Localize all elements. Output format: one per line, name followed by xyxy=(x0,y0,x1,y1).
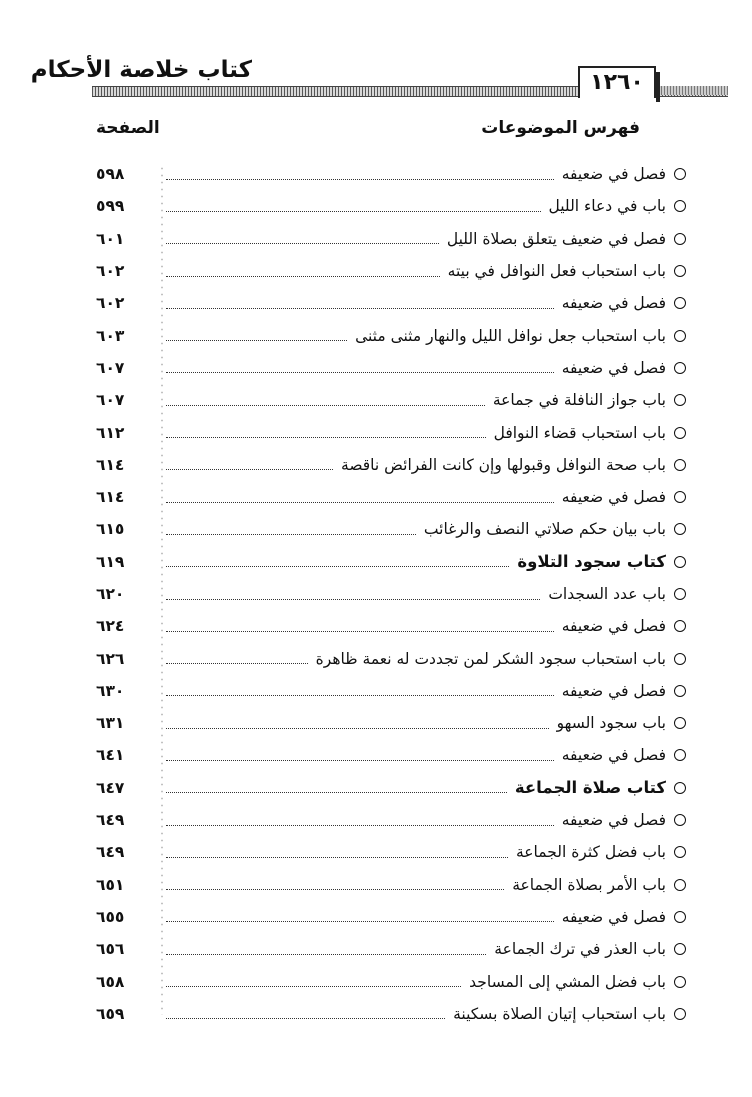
toc-entry-page: ٦٤٩ xyxy=(96,843,125,862)
circle-bullet-icon xyxy=(674,879,686,891)
toc-entry[interactable] xyxy=(96,319,686,351)
page-column-heading: الصفحة xyxy=(96,118,160,138)
toc-entry[interactable] xyxy=(96,610,686,642)
toc-entry-title: باب استحباب سجود الشكر لمن تجددت له نعمة ظاهرة xyxy=(315,649,666,668)
circle-bullet-icon xyxy=(674,459,686,471)
circle-bullet-icon xyxy=(674,556,686,568)
dot-leader xyxy=(166,308,554,309)
toc-entry-title: فصل في ضعيفه xyxy=(561,294,666,313)
circle-bullet-icon xyxy=(674,653,686,665)
toc-entry-title: باب فضل المشي إلى المساجد xyxy=(469,972,666,991)
toc-entry-page: ٦٤٩ xyxy=(96,811,125,830)
toc-entry[interactable] xyxy=(96,352,686,384)
toc-entry[interactable] xyxy=(96,933,686,965)
toc-entry-title: باب بيان حكم صلاتي النصف والرغائب xyxy=(423,520,666,539)
dot-leader xyxy=(166,599,540,600)
toc-entry-title: كتاب صلاة الجماعة xyxy=(514,778,666,798)
dot-leader xyxy=(166,405,485,406)
dot-leader xyxy=(166,792,507,793)
toc-entry[interactable] xyxy=(96,642,686,674)
toc-entry-page: ٦٣٠ xyxy=(96,681,125,700)
toc-entry[interactable] xyxy=(96,481,686,513)
dot-leader xyxy=(166,340,347,341)
toc-entry[interactable] xyxy=(96,869,686,901)
dot-leader xyxy=(166,921,554,922)
dot-leader xyxy=(166,372,554,373)
circle-bullet-icon xyxy=(674,620,686,632)
circle-bullet-icon xyxy=(674,749,686,761)
circle-bullet-icon xyxy=(674,362,686,374)
toc-entry-page: ٦٢٤ xyxy=(96,617,125,636)
toc-entry[interactable] xyxy=(96,158,686,190)
toc-entry[interactable] xyxy=(96,772,686,804)
dot-leader xyxy=(166,631,554,632)
dot-leader xyxy=(166,728,549,729)
circle-bullet-icon xyxy=(674,394,686,406)
circle-bullet-icon xyxy=(674,814,686,826)
toc-entry[interactable] xyxy=(96,901,686,933)
circle-bullet-icon xyxy=(674,782,686,794)
toc-entry[interactable] xyxy=(96,287,686,319)
circle-bullet-icon xyxy=(674,297,686,309)
toc-entry[interactable] xyxy=(96,998,686,1030)
toc-entry-title: باب الأمر بصلاة الجماعة xyxy=(512,875,666,894)
toc-entry-title: كتاب سجود التلاوة xyxy=(517,552,666,572)
toc-entry-title: باب عدد السجدات xyxy=(548,585,666,603)
dot-leader xyxy=(166,825,554,826)
header-rule-right xyxy=(658,86,728,95)
toc-entry-title: باب العذر في ترك الجماعة xyxy=(494,940,666,959)
circle-bullet-icon xyxy=(674,523,686,535)
topics-column-heading: فهرس الموضوعات xyxy=(481,118,640,138)
circle-bullet-icon xyxy=(674,168,686,180)
toc-entry-page: ٦٢٠ xyxy=(96,585,125,603)
toc-entry-page: ٦٥٩ xyxy=(96,1004,125,1023)
toc-entry-page: ٦٠١ xyxy=(96,229,125,248)
dot-leader xyxy=(166,695,554,696)
circle-bullet-icon xyxy=(674,200,686,212)
toc-entry[interactable] xyxy=(96,707,686,739)
toc-entry-title: باب صحة النوافل وقبولها وإن كانت الفرائض ناقصة xyxy=(341,455,666,474)
circle-bullet-icon xyxy=(674,685,686,697)
circle-bullet-icon xyxy=(674,233,686,245)
toc-entry[interactable] xyxy=(96,804,686,836)
toc-entry[interactable] xyxy=(96,449,686,481)
toc-entry-page: ٦١٥ xyxy=(96,520,125,539)
toc-entry-title: فصل في ضعيفه xyxy=(561,358,666,377)
toc-entry-page: ٦٤١ xyxy=(96,746,125,765)
circle-bullet-icon xyxy=(674,846,686,858)
toc-entry[interactable] xyxy=(96,578,686,610)
toc-entry-page: ٦٥٥ xyxy=(96,907,125,926)
toc-entry-title: فصل في ضعيفه xyxy=(561,746,666,765)
toc-entry-page: ٦٠٢ xyxy=(96,294,125,313)
toc-entry-page: ٦١٤ xyxy=(96,488,125,507)
toc-entry-title: باب استحباب فعل النوافل في بيته xyxy=(447,262,666,281)
toc-entry-page: ٦٥٨ xyxy=(96,972,125,991)
toc-entry-title: فصل في ضعيفه xyxy=(561,488,666,507)
toc-entry-page: ٥٩٩ xyxy=(96,197,125,216)
dot-leader xyxy=(166,760,554,761)
toc-entry-page: ٦٥١ xyxy=(96,875,125,894)
dot-leader xyxy=(166,437,486,438)
toc-entry-page: ٦١٢ xyxy=(96,423,125,442)
toc-entry-title: فصل في ضعيف يتعلق بصلاة الليل xyxy=(446,229,666,248)
toc-entry[interactable] xyxy=(96,546,686,578)
toc-entry-page: ٦٥٦ xyxy=(96,940,125,959)
toc-entry-page: ٦٤٧ xyxy=(96,778,125,797)
dot-leader xyxy=(166,276,440,277)
toc-entry-page: ٦١٩ xyxy=(96,552,125,571)
circle-bullet-icon xyxy=(674,943,686,955)
toc-entry[interactable] xyxy=(96,255,686,287)
dot-leader xyxy=(166,502,554,503)
circle-bullet-icon xyxy=(674,976,686,988)
dot-leader xyxy=(166,986,461,987)
toc-entry-title: باب جواز النافلة في جماعة xyxy=(492,391,666,410)
circle-bullet-icon xyxy=(674,491,686,503)
dot-leader xyxy=(166,469,333,470)
toc-entry-page: ٥٩٨ xyxy=(96,165,125,184)
toc-entry-title: فصل في ضعيفه xyxy=(561,811,666,830)
toc-entry[interactable] xyxy=(96,416,686,448)
toc-entry[interactable] xyxy=(96,836,686,868)
toc-entry[interactable] xyxy=(96,190,686,222)
circle-bullet-icon xyxy=(674,265,686,277)
toc-entry-page: ٦٣١ xyxy=(96,714,125,733)
toc-entry-page: ٦٠٢ xyxy=(96,262,125,281)
toc-entry-title: باب استحباب قضاء النوافل xyxy=(493,423,666,442)
toc-entry-page: ٦٠٧ xyxy=(96,358,125,377)
toc-entry-page: ٦٠٧ xyxy=(96,391,125,410)
dot-leader xyxy=(166,1018,445,1019)
dot-leader xyxy=(166,211,541,212)
circle-bullet-icon xyxy=(674,911,686,923)
toc-entry-page: ٦٢٦ xyxy=(96,649,125,668)
book-title: كتاب خلاصة الأحكام xyxy=(30,57,252,83)
toc-entry-title: فصل في ضعيفه xyxy=(561,165,666,184)
toc-entry-title: فصل في ضعيفه xyxy=(561,907,666,926)
circle-bullet-icon xyxy=(674,427,686,439)
toc-entry[interactable] xyxy=(96,513,686,545)
dot-leader xyxy=(166,889,504,890)
toc-entry-title: فصل في ضعيفه xyxy=(561,681,666,700)
dot-leader xyxy=(166,857,508,858)
circle-bullet-icon xyxy=(674,1008,686,1020)
toc-entry[interactable] xyxy=(96,739,686,771)
toc-entry[interactable] xyxy=(96,965,686,997)
toc-entry-page: ٦١٤ xyxy=(96,455,125,474)
toc-entry-title: باب فضل كثرة الجماعة xyxy=(515,843,666,862)
circle-bullet-icon xyxy=(674,588,686,600)
dot-leader xyxy=(166,566,509,567)
dot-leader xyxy=(166,243,439,244)
toc-entry-title: فصل في ضعيفه xyxy=(561,617,666,636)
toc-entry-page: ٦٠٣ xyxy=(96,326,125,345)
circle-bullet-icon xyxy=(674,717,686,729)
table-of-contents xyxy=(96,158,686,1030)
dot-leader xyxy=(166,179,554,180)
toc-entry-title: باب سجود السهو xyxy=(556,714,666,733)
toc-entry-title: باب استحباب إتيان الصلاة بسكينة xyxy=(453,1004,666,1023)
page-number: ١٢٦٠ xyxy=(578,66,656,98)
dot-leader xyxy=(166,534,416,535)
dot-leader xyxy=(166,663,308,664)
circle-bullet-icon xyxy=(674,330,686,342)
toc-entry[interactable] xyxy=(96,675,686,707)
toc-entry-title: باب استحباب جعل نوافل الليل والنهار مثنى مثنى xyxy=(355,326,666,345)
toc-entry-title: باب في دعاء الليل xyxy=(548,197,666,216)
toc-entry[interactable] xyxy=(96,384,686,416)
dot-leader xyxy=(166,954,486,955)
toc-entry[interactable] xyxy=(96,223,686,255)
